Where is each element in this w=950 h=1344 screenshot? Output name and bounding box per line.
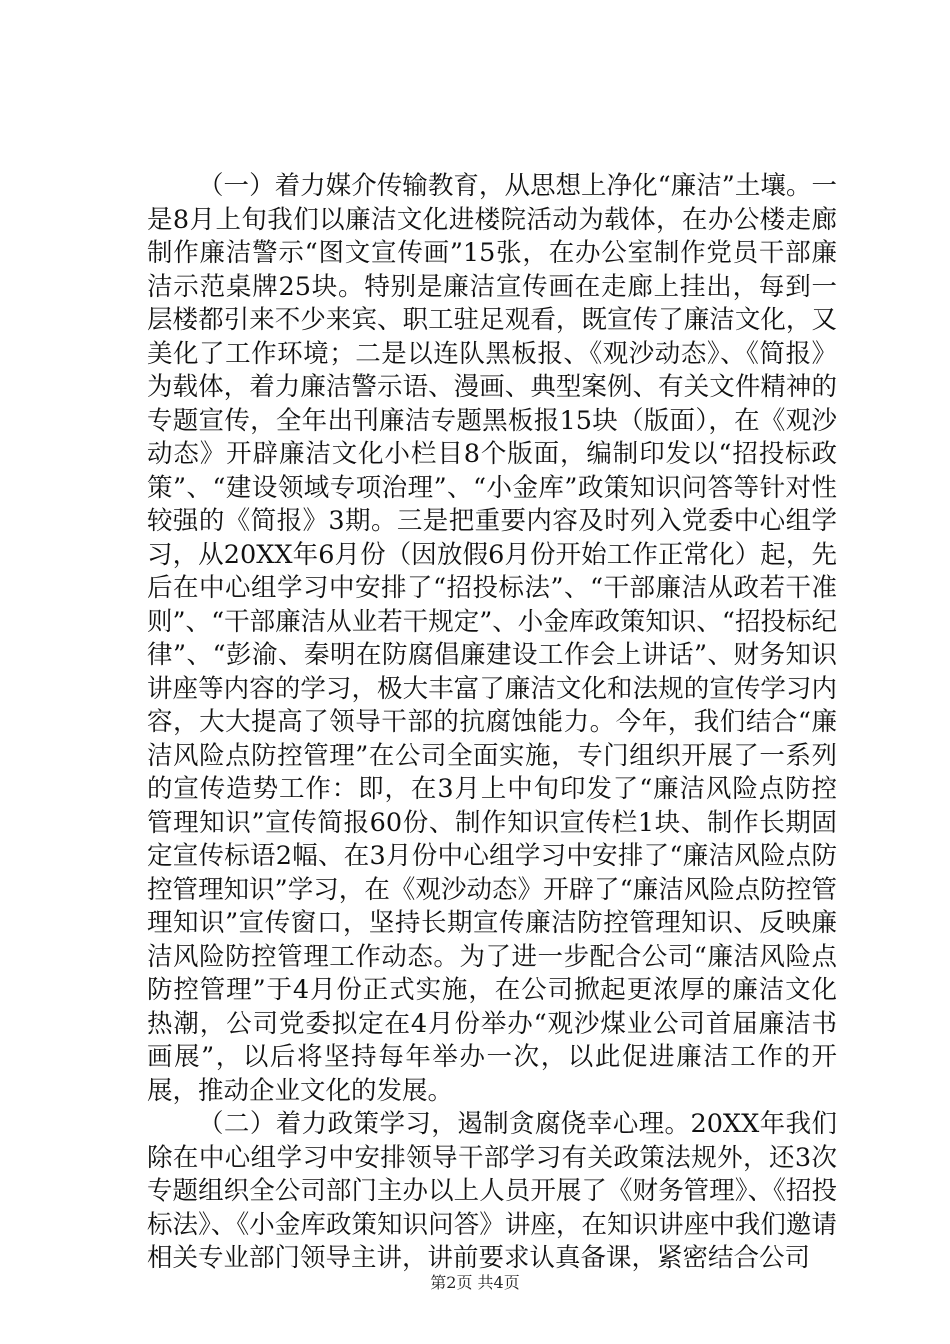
paragraph-1: （一）着力媒介传输教育，从思想上净化“廉洁”土壤。一是8月上旬我们以廉洁文化进楼院活动为载体，在办公楼走廊制作廉洁警示“图文宣传画”15张，在办公室制作党员干部廉洁示范桌牌25块。特别是廉洁宣传画在走廊上挂出，每到一层楼都引来不少来宾、职工驻足观看，既宣传了廉洁文化，又美化了工作环境；二是以连队黑板报、《观沙动态》、《简报》为载体，着力廉洁警示语、漫画、典型案例、有关文件精神的专题宣传，全年出刊廉洁专题黑板报15块（版面），在《观沙动态》开辟廉洁文化小栏目8个版面，编制印发以“招投标政策”、“建设领域专项治理”、“小金库”政策知识问答等针对性较强的《简报》3期。三是把重要内容及时列入党委中心组学习，从20XX年6月份（因放假6月份开始工作正常化）起，先后在中心组学习中安排了“招投标法”、“干部廉洁从政若干准则”、“干部廉洁从业若干规定”、小金库政策知识、“招投标纪律”、“彭渝、秦明在防腐倡廉建设工作会上讲话”、财务知识讲座等内容的学习，极大丰富了廉洁文化和法规的宣传学习内容，大大提高了领导干部的抗腐蚀能力。今年，我们结合“廉洁风险点防控管理”在公司全面实施，专门组织开展了一系列的宣传造势工作：即，在3月上中旬印发了“廉洁风险点防控管理知识”宣传简报60份、制作知识宣传栏1块、制作长期固定宣传标语2幅、在3月份中心组学习中安排了“廉洁风险点防控管理知识”学习，在《观沙动态》开辟了“廉洁风险点防控管理知识”宣传窗口，坚持长期宣传廉洁防控管理知识、反映廉洁风险防控管理工作动态。为了进一步配合公司“廉洁风险点防控管理”于4月份正式实施，在公司掀起更浓厚的廉洁文化热潮，公司党委拟定在4月份举办“观沙煤业公司首届廉洁书画展”，以后将坚持每年举办一次，以此促进廉洁工作的开展，推动企业文化的发展。 xyxy=(147,171,837,1106)
paragraph-2: （二）着力政策学习，遏制贪腐侥幸心理。20XX年我们除在中心组学习中安排领导干部学习有关政策法规外，还3次专题组织全公司部门主办以上人员开展了《财务管理》、《招投标法》、《小金库政策知识问答》讲座，在知识讲座中我们邀请相关专业部门领导主讲，讲前要求认真备课，紧密结合公司 xyxy=(147,1109,837,1273)
document-body xyxy=(147,170,837,1276)
page-footer: 第2页 共4页 xyxy=(430,1273,520,1292)
